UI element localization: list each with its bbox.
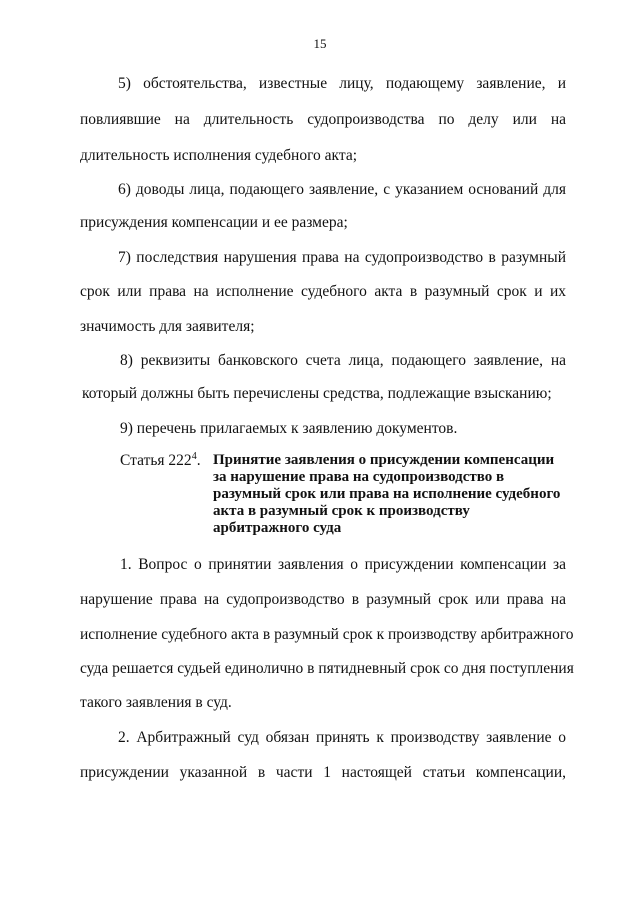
- item-5-line-1: 5) обстоятельства, известные лицу, подающему заявление, и: [118, 75, 566, 92]
- item-7-line-2: срок или права на исполнение судебного акта в разумный срок и их: [80, 283, 566, 300]
- article-label: Статья $222^4$.: [120, 451, 201, 469]
- item-7-line-3: значимость для заявителя;: [80, 318, 255, 335]
- item-6-line-2: присуждения компенсации и ее размера;: [80, 214, 348, 231]
- item-6-line-1: 6) доводы лица, подающего заявление, с указанием оснований для: [118, 181, 566, 198]
- item-5-line-3: длительность исполнения судебного акта;: [80, 147, 358, 164]
- article-title: Принятие заявления о присуждении компенсации за нарушение права на судопроизводство в разумный срок или права на исполнение судебного акта в разумный срок к производству арбитражного суда: [213, 452, 561, 536]
- paragraph-1-line-3: исполнение судебного акта в разумный срок к производству арбитражного: [80, 626, 574, 643]
- paragraph-1-line-5: такого заявления в суд.: [80, 694, 232, 711]
- item-8-line-2: который должны быть перечислены средства, подлежащие взысканию;: [82, 385, 552, 402]
- paragraph-1-line-1: 1. Вопрос о принятии заявления о присуждении компенсации за: [120, 556, 566, 573]
- page-number: 15: [313, 36, 327, 51]
- item-7-line-1: 7) последствия нарушения права на судопроизводство в разумный: [118, 249, 566, 266]
- item-8-line-1: 8) реквизиты банковского счета лица, подающего заявление, на: [120, 352, 566, 369]
- item-5-line-2: повлиявшие на длительность судопроизводства по делу или на: [80, 111, 566, 128]
- paragraph-2-line-2: присуждении указанной в части 1 настоящей статьи компенсации,: [80, 764, 566, 781]
- paragraph-1-line-4: суда решается судьей единолично в пятидневный срок со дня поступления: [80, 660, 574, 677]
- paragraph-2-line-1: 2. Арбитражный суд обязан принять к производству заявление о: [118, 729, 566, 746]
- item-9-line-1: 9) перечень прилагаемых к заявлению документов.: [120, 420, 458, 437]
- paragraph-1-line-2: нарушение права на судопроизводство в разумный срок или права на: [80, 591, 566, 608]
